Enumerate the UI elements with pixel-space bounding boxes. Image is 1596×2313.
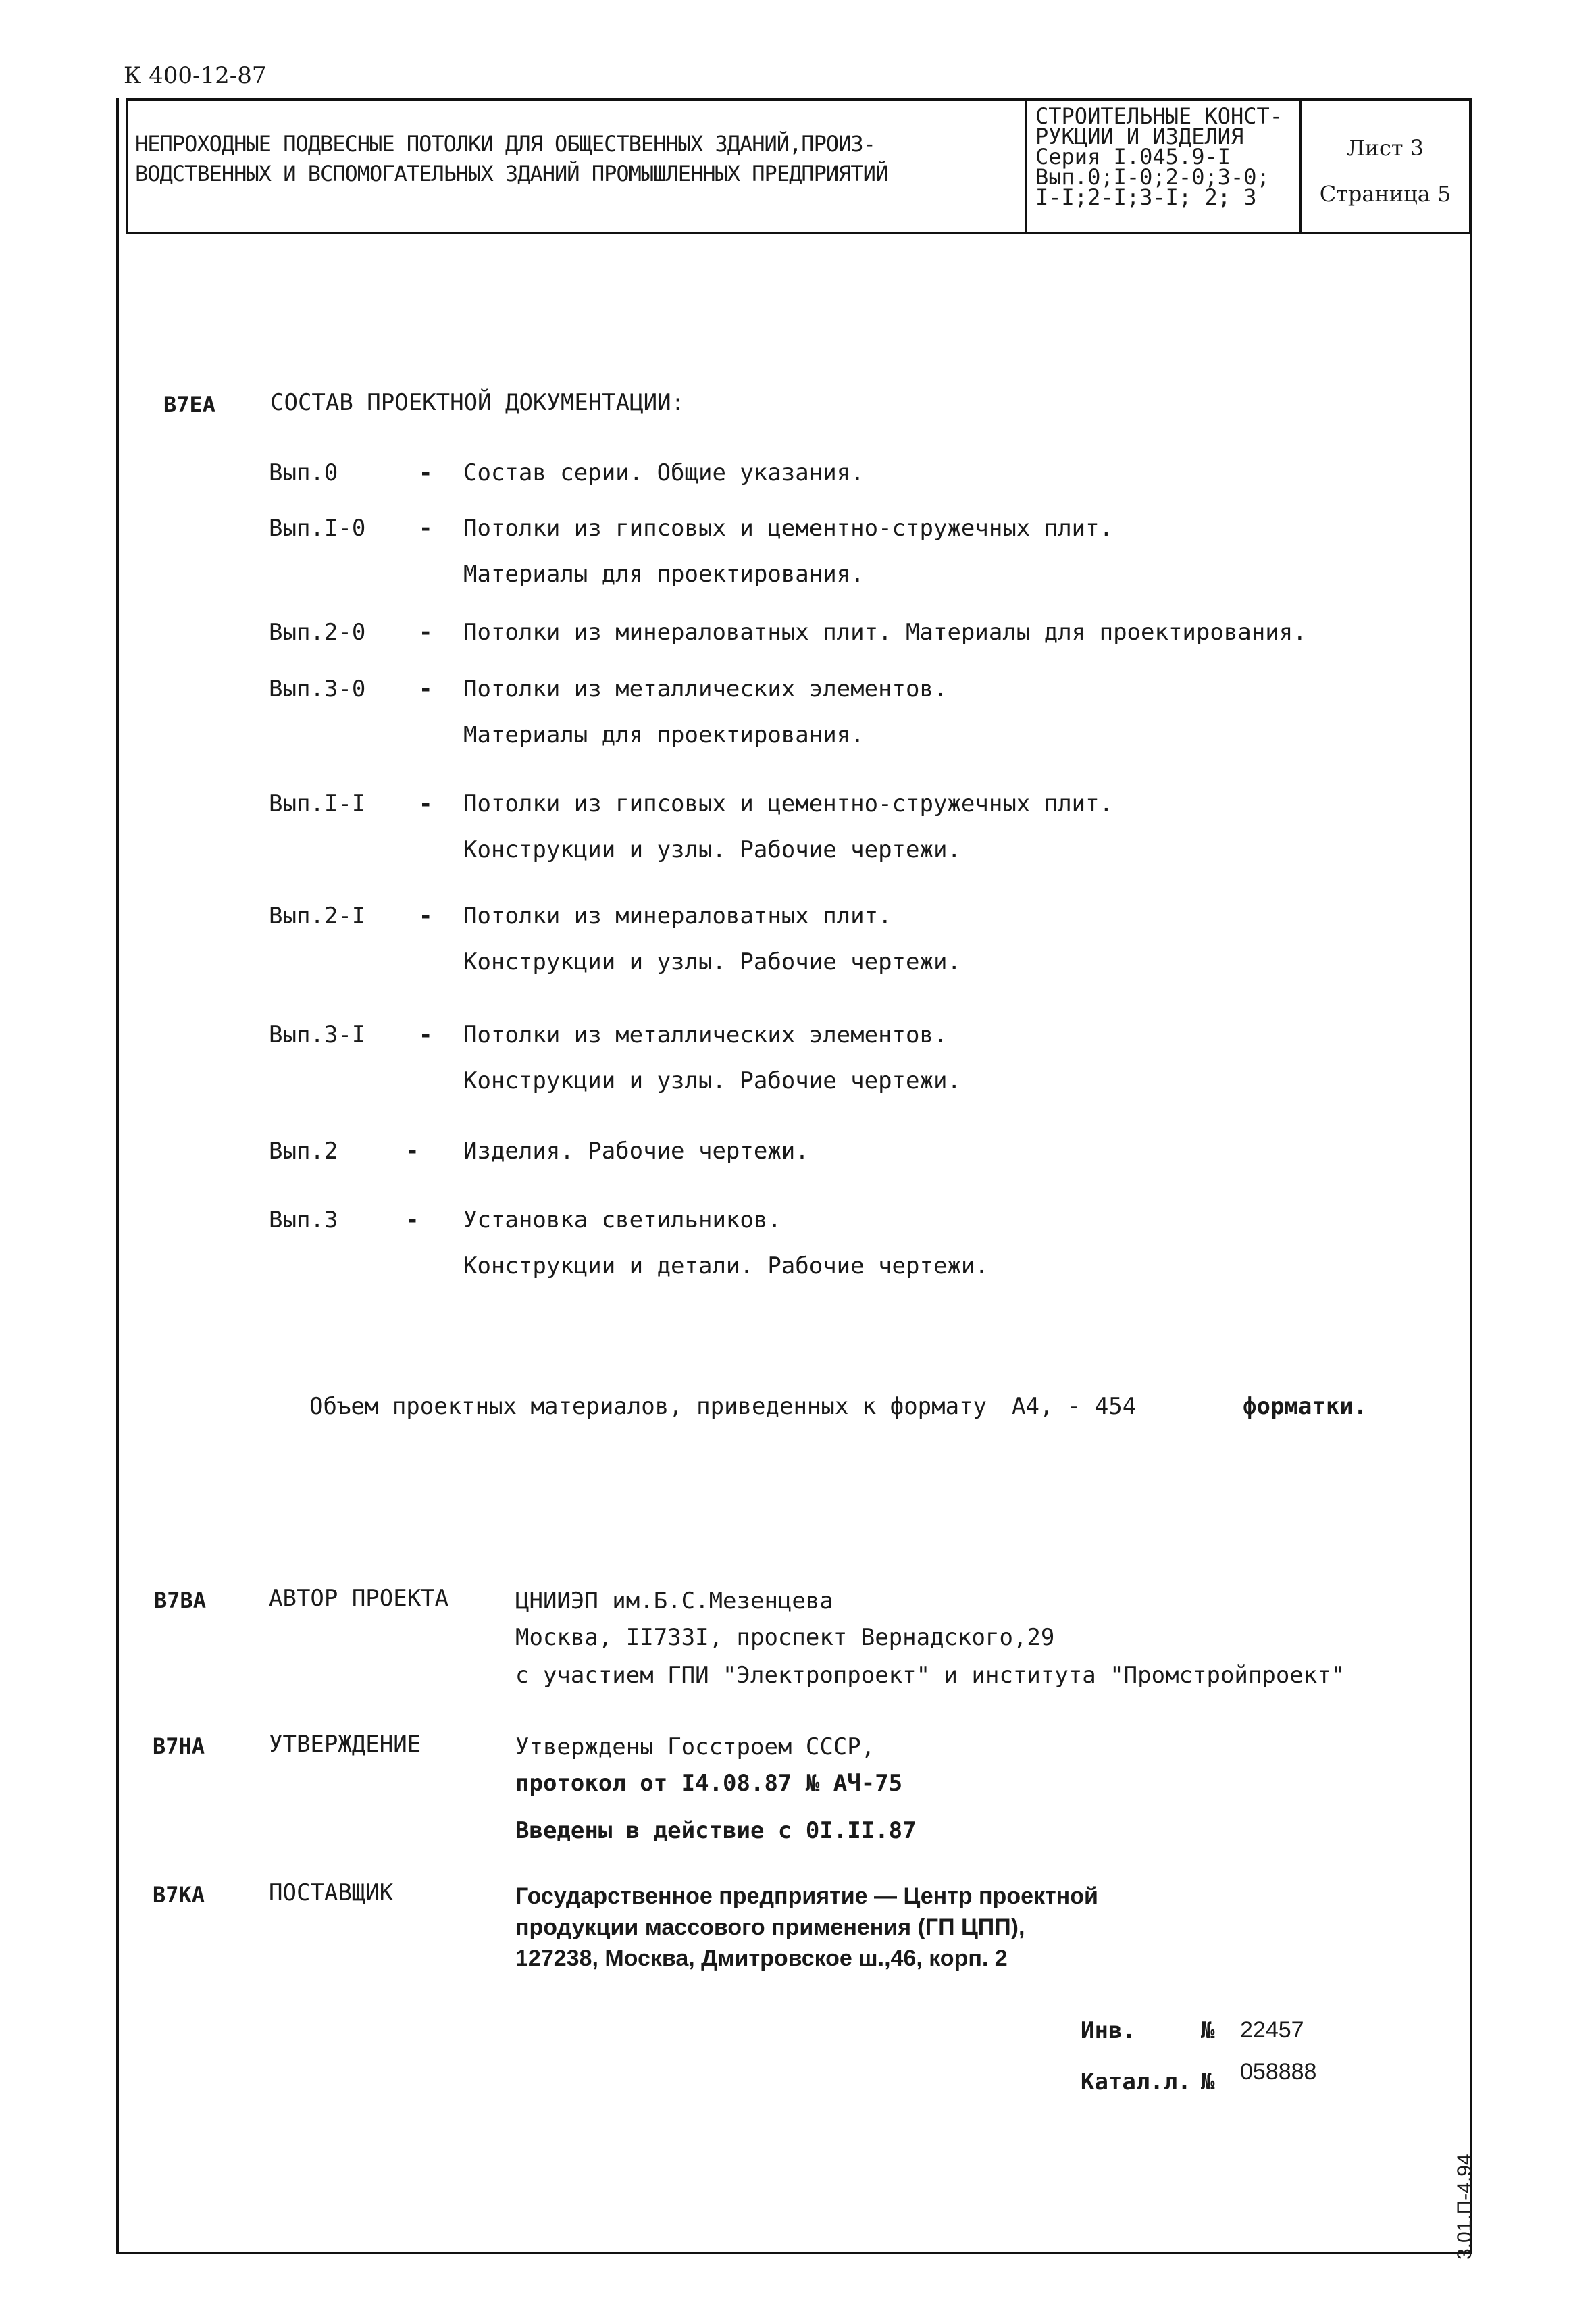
item-code: Вып.3 [269, 1206, 338, 1234]
supplier-line-2: продукции массового применения (ГП ЦПП), [515, 1914, 1025, 1940]
item-dash: - [419, 903, 433, 930]
sheet-number: Лист 3 [1346, 135, 1424, 161]
inventory-no-sign: № [1201, 2017, 1215, 2044]
document-code: К 400-12-87 [124, 62, 267, 89]
approval-line-2: протокол от I4.08.87 № АЧ-75 [515, 1770, 903, 1797]
inventory-label: Инв. [1081, 2017, 1136, 2044]
item-line-1: Потолки из минераловатных плит. Материалы для проектирования. [463, 619, 1307, 646]
author-line-3: с участием ГПИ "Электропроект" и института "Промстройпроект" [515, 1662, 1345, 1689]
item-code: Вып.2-0 [269, 619, 366, 646]
supplier-line-1: Государственное предприятие — Центр проектной [515, 1883, 1098, 1909]
volume-text: Объем проектных материалов, приведенных к формату [309, 1393, 987, 1420]
catalog-number: 058888 [1240, 2059, 1317, 2085]
catalog-no-sign: № [1201, 2068, 1215, 2095]
supplier-label: ПОСТАВЩИК [269, 1879, 394, 1906]
series-line-5: I-I;2-I;3-I; 2; 3 [1035, 184, 1257, 210]
item-line-1: Потолки из гипсовых и цементно-стружечных плит. [463, 790, 1114, 817]
title-block [126, 98, 1472, 234]
item-code: Вып.I-0 [269, 515, 366, 542]
catalog-label: Катал.л. [1081, 2068, 1191, 2095]
sheet-cell [1302, 101, 1469, 232]
series-line-2: РУКЦИИ И ИЗДЕЛИЯ [1035, 124, 1244, 149]
series-line-1: СТРОИТЕЛЬНЫЕ КОНСТ- [1035, 103, 1283, 129]
composition-code: В7ЕА [163, 392, 216, 417]
series-cell [1027, 101, 1302, 232]
item-line-1: Состав серии. Общие указания. [463, 459, 865, 486]
item-dash: - [419, 1021, 433, 1048]
author-line-1: ЦНИИЭП им.Б.С.Мезенцева [515, 1587, 833, 1615]
item-code: Вып.2-I [269, 903, 366, 930]
series-line-3: Серия I.045.9-I [1035, 144, 1231, 170]
author-code: В7ВА [154, 1587, 207, 1613]
item-code: Вып.3-0 [269, 676, 366, 703]
title-line-2: ВОДСТВЕННЫХ И ВСПОМОГАТЕЛЬНЫХ ЗДАНИЙ ПРОМЫШЛЕННЫХ ПРЕДПРИЯТИЙ [135, 161, 888, 186]
item-line-2: Конструкции и узлы. Рабочие чертежи. [463, 836, 961, 863]
item-line-1: Изделия. Рабочие чертежи. [463, 1138, 809, 1165]
composition-title: СОСТАВ ПРОЕКТНОЙ ДОКУМЕНТАЦИИ: [270, 389, 686, 416]
side-code: 3.01.П-4.94 [1453, 2154, 1476, 2260]
approval-line-1: Утверждены Госстроем СССР, [515, 1733, 875, 1760]
title-line-1: НЕПРОХОДНЫЕ ПОДВЕСНЫЕ ПОТОЛКИ ДЛЯ ОБЩЕСТВЕННЫХ ЗДАНИЙ,ПРОИЗ- [135, 131, 875, 157]
item-line-2: Материалы для проектирования. [463, 721, 865, 748]
item-dash: - [419, 790, 433, 817]
inventory-number: 22457 [1240, 2017, 1304, 2043]
item-line-1: Установка светильников. [463, 1206, 781, 1234]
item-line-2: Материалы для проектирования. [463, 561, 865, 588]
supplier-code: В7КА [153, 1882, 205, 1908]
item-code: Вып.3-I [269, 1021, 366, 1048]
volume-format: А4, - 454 [1012, 1393, 1137, 1420]
item-dash: - [405, 1206, 419, 1234]
author-line-2: Москва, II733I, проспект Вернадского,29 [515, 1624, 1055, 1651]
approval-label: УТВЕРЖДЕНИЕ [269, 1731, 421, 1758]
item-line-2: Конструкции и детали. Рабочие чертежи. [463, 1252, 989, 1279]
page-number: Страница 5 [1319, 181, 1451, 207]
series-line-4: Вып.0;I-0;2-0;3-0; [1035, 164, 1270, 190]
approval-code: В7НА [153, 1733, 205, 1759]
volume-unit: форматки. [1243, 1393, 1368, 1420]
supplier-line-3: 127238, Москва, Дмитровское ш.,46, корп. 2 [515, 1946, 1008, 1971]
item-dash: - [419, 459, 433, 486]
item-line-2: Конструкции и узлы. Рабочие чертежи. [463, 1067, 961, 1094]
item-line-2: Конструкции и узлы. Рабочие чертежи. [463, 948, 961, 975]
item-code: Вып.2 [269, 1138, 338, 1165]
title-cell [128, 101, 1027, 232]
item-line-1: Потолки из гипсовых и цементно-стружечных плит. [463, 515, 1114, 542]
author-label: АВТОР ПРОЕКТА [269, 1585, 449, 1612]
item-code: Вып.0 [269, 459, 338, 486]
item-dash: - [405, 1138, 419, 1165]
item-line-1: Потолки из минераловатных плит. [463, 903, 892, 930]
item-line-1: Потолки из металлических элементов. [463, 676, 948, 703]
item-dash: - [419, 619, 433, 646]
approval-line-3: Введены в действие с 0I.II.87 [515, 1817, 917, 1844]
item-dash: - [419, 676, 433, 703]
item-line-1: Потолки из металлических элементов. [463, 1021, 948, 1048]
item-dash: - [419, 515, 433, 542]
item-code: Вып.I-I [269, 790, 366, 817]
